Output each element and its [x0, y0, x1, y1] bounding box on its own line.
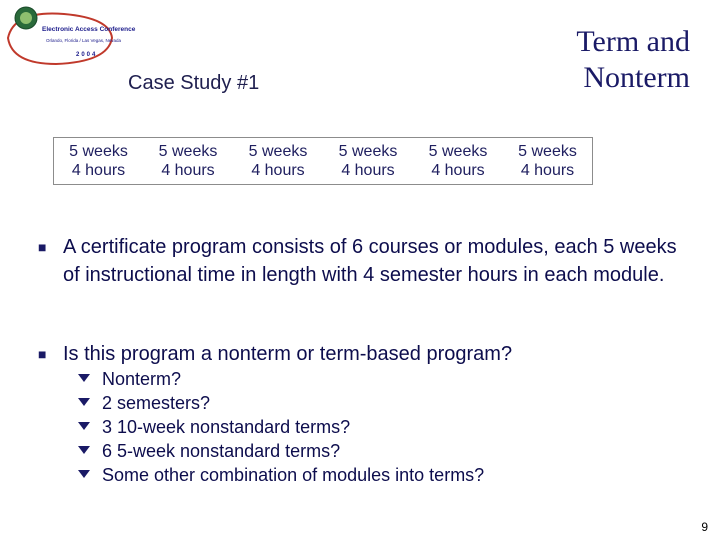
module-weeks: 5 weeks [428, 143, 488, 160]
module-hours: 4 hours [431, 162, 485, 179]
sub-bullet-text: Some other combination of modules into terms? [102, 465, 485, 485]
square-bullet-icon: ■ [38, 239, 47, 255]
triangle-down-icon [78, 422, 90, 430]
module-weeks: 5 weeks [338, 143, 398, 160]
sub-bullet-text: 2 semesters? [102, 393, 211, 413]
bullet-certificate-program [38, 233, 688, 289]
module-hours: 4 hours [161, 162, 215, 179]
module-row [53, 137, 593, 185]
module-box [233, 137, 323, 185]
bullet-text: A certificate program consists of 6 courses or modules, each 5 weeks of instructional time in length with 4 semester hours in each module. [63, 236, 677, 286]
sub-bullet-text: 6 5-week nonstandard terms? [102, 441, 341, 461]
triangle-down-icon [78, 374, 90, 382]
square-bullet-icon: ■ [38, 346, 47, 362]
module-box [503, 137, 593, 185]
module-hours: 4 hours [520, 162, 575, 179]
sub-bullet-text: Nonterm? [102, 369, 182, 389]
module-hours: 4 hours [71, 162, 126, 179]
triangle-down-icon [78, 446, 90, 454]
module-weeks: 5 weeks [158, 143, 218, 160]
logo-conference-text: Electronic Access Conference [42, 26, 136, 33]
bullet-text: Is this program a nonterm or term-based program? [63, 343, 513, 365]
logo-graphic [4, 4, 136, 68]
module-box [413, 137, 503, 185]
logo-locations-text: Orlando, Florida / Las Vegas, Nevada [46, 38, 122, 43]
module-box [53, 137, 143, 185]
module-box [323, 137, 413, 185]
sub-bullet-text: 3 10-week nonstandard terms? [102, 417, 351, 437]
module-hours: 4 hours [251, 162, 305, 179]
case-study-label: Case Study #1 [128, 72, 260, 94]
logo-year-text: 2004 [76, 52, 98, 58]
module-weeks: 5 weeks [518, 143, 577, 160]
module-hours: 4 hours [341, 162, 395, 179]
page-number: 9 [701, 520, 708, 534]
module-box [143, 137, 233, 185]
module-weeks: 5 weeks [69, 143, 128, 160]
page-title: Term and Nonterm [576, 25, 690, 94]
triangle-down-icon [78, 398, 90, 406]
module-weeks: 5 weeks [248, 143, 308, 160]
bullet-question [38, 340, 688, 368]
conference-logo [4, 4, 136, 68]
triangle-down-icon [78, 470, 90, 478]
